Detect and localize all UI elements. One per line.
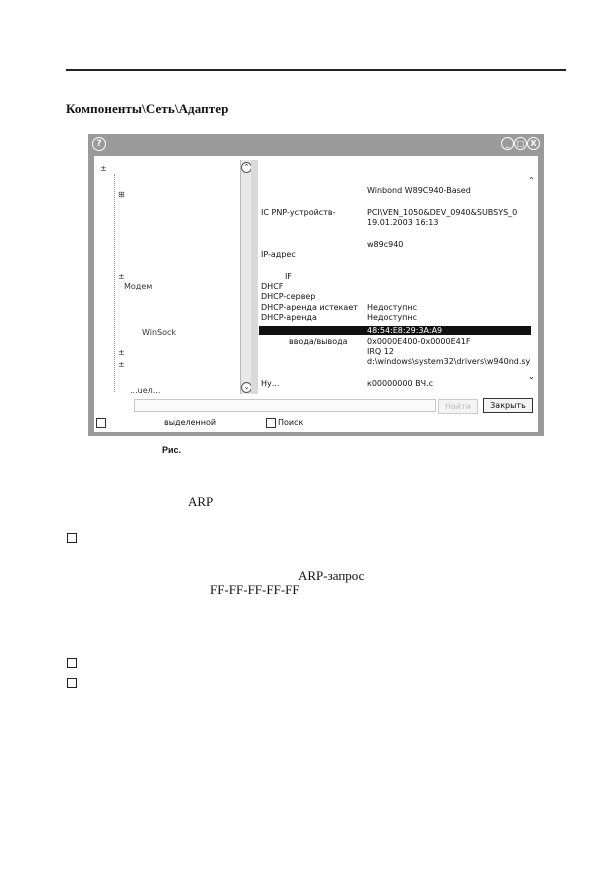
broadcast-address: FF-FF-FF-FF-FF (210, 582, 300, 597)
scroll-up-icon[interactable]: ⌃ (241, 162, 252, 173)
detail-value: IRQ 12 (367, 347, 394, 356)
detail-value: 0x0000E400-0x0000E41F (367, 337, 471, 346)
search-bar (94, 396, 538, 432)
arp-request-term: ARP-запрос (298, 568, 365, 583)
detail-label: IP-адрес (261, 250, 296, 259)
selected-only-checkbox[interactable] (96, 418, 106, 428)
detail-value: Недоступнс (367, 313, 418, 322)
bullet-square-icon (67, 678, 77, 688)
details-scrollbar[interactable] (528, 176, 538, 390)
detail-value: PCI\VEN_1050&DEV_0940&SUBSYS_0 (367, 208, 518, 217)
detail-label: DHCF (261, 282, 284, 291)
selected-only-label: выделенной (164, 418, 217, 427)
tree-item-modem[interactable]: Модем (124, 282, 153, 291)
maximize-icon[interactable]: □ (514, 137, 527, 150)
figure-caption: Рис. (162, 445, 182, 455)
arp-term: ARP (188, 494, 214, 509)
tree-item-partial[interactable]: ...ueл... (130, 386, 161, 394)
detail-value: d:\windows\system32\drivers\w940nd.sy (367, 357, 531, 366)
tree-scrollbar[interactable] (240, 160, 251, 394)
msinfo-window (88, 134, 544, 436)
scroll-down-icon[interactable]: ⌄ (241, 382, 252, 393)
close-button[interactable]: Закрыть (483, 398, 533, 413)
section-path: Компоненты\Сеть\Адаптер (66, 101, 229, 116)
detail-value: Недоступнс (367, 303, 418, 312)
detail-label: ввода/вывода (289, 337, 348, 346)
detail-value: к00000000 ВЧ.с (367, 379, 434, 388)
tree-expand-icon[interactable]: ± (118, 348, 125, 357)
tree-expand-icon[interactable]: ± (118, 360, 125, 369)
bullet-square-icon (67, 658, 77, 668)
detail-label: DHCP-сервер (261, 292, 316, 301)
tree-expand-icon[interactable]: ⊞ (118, 190, 125, 199)
detail-value: Winbond W89C940-Based (367, 186, 471, 195)
tree-item-winsock[interactable]: WinSock (142, 328, 177, 337)
header-rule (66, 69, 566, 71)
scroll-up-icon[interactable]: ⌃ (528, 176, 535, 185)
window-titlebar (88, 134, 544, 152)
detail-value: w89c940 (367, 240, 404, 249)
pane-splitter[interactable] (251, 160, 258, 394)
search-checkbox[interactable] (266, 418, 276, 428)
detail-label: Ну... (261, 379, 280, 388)
tree-connector (114, 174, 115, 392)
details-pane (259, 160, 538, 396)
bullet-square-icon (67, 533, 77, 543)
category-tree[interactable] (94, 160, 249, 394)
detail-label: DHCP-аренда (261, 313, 317, 322)
scroll-down-icon[interactable]: ⌄ (528, 372, 535, 381)
detail-label: IF (285, 272, 292, 281)
search-input[interactable] (134, 399, 436, 412)
detail-value: 19.01.2003 16:13 (367, 218, 439, 227)
search-checkbox-label: Поиск (278, 418, 304, 427)
detail-label: DHCP-аренда истекает (261, 303, 358, 312)
detail-label: IC PNP-устройств- (261, 208, 336, 217)
window-body (94, 156, 538, 432)
mac-address-value[interactable]: 48:54:E8:29:3A:A9 (367, 326, 443, 335)
tree-expand-icon[interactable]: ± (100, 164, 107, 173)
tree-expand-icon[interactable]: ± (118, 272, 125, 281)
close-icon[interactable]: X (527, 137, 540, 150)
minimize-icon[interactable]: _ (501, 137, 514, 150)
help-icon[interactable]: ? (92, 137, 106, 151)
find-button[interactable]: Найти (438, 399, 478, 414)
